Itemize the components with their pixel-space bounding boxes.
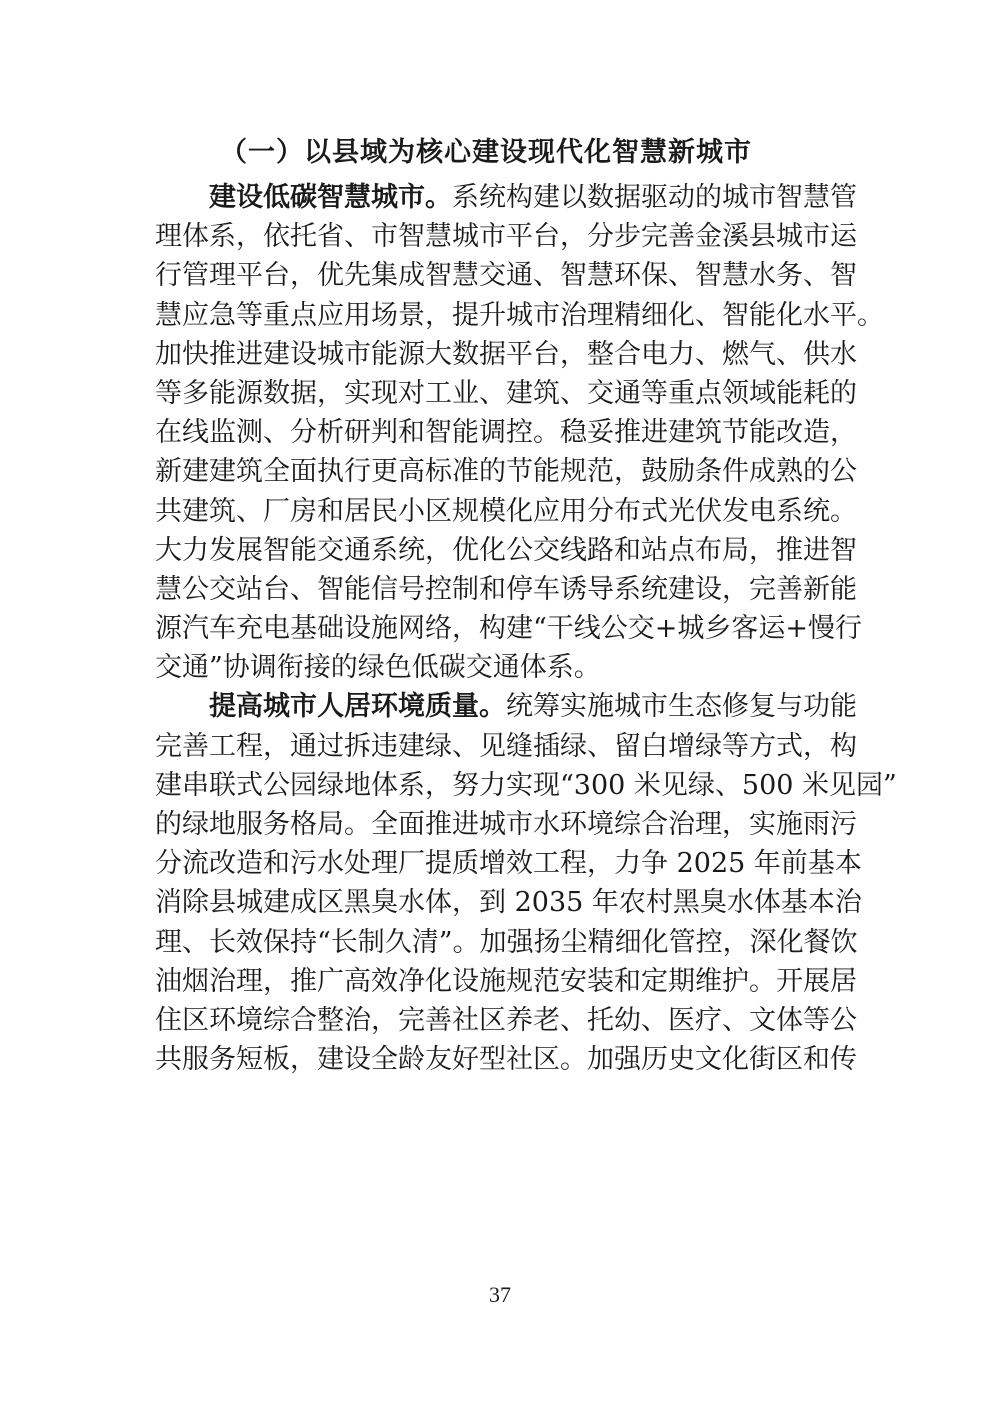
text-line: 共服务短板，建设全龄友好型社区。加强历史文化街区和传 [155, 1044, 857, 1076]
text-line: 消除县城建成区黑臭水体，到 2035 年农村黑臭水体基本治 [155, 887, 862, 919]
text-line: 的绿地服务格局。全面推进城市水环境综合治理，实施雨污 [155, 809, 857, 840]
text-line: 住区环境综合整治，完善社区养老、托幼、医疗、文体等公 [155, 1004, 857, 1036]
text-line: 大力发展智能交通系统，优化公交线路和站点布局，推进智 [155, 534, 857, 566]
text-line-content: 系统构建以数据驱动的城市智慧管 [452, 182, 857, 213]
paragraph-living-environment [155, 687, 897, 1079]
text-line: 建串联式公园绿地体系，努力实现“300 米见绿、500 米见园” [155, 769, 897, 801]
text-line-content: 统筹实施城市生态修复与功能 [506, 691, 857, 723]
paragraph-lead: 提高城市人居环境质量。 [209, 691, 506, 723]
text-line: 完善工程，通过拆违建绿、见缝插绿、留白增绿等方式，构 [155, 730, 857, 762]
text-line [155, 178, 855, 217]
text-line: 分流改造和污水处理厂提质增效工程，力争 2025 年前基本 [155, 848, 862, 880]
text-line: 理、长效保持“长制久清”。加强扬尘精细化管控，深化餐饮 [155, 926, 858, 958]
text-line: 慧应急等重点应用场景，提升城市治理精细化、智能化水平。 [155, 299, 884, 331]
text-line: 在线监测、分析研判和智能调控。稳妥推进建筑节能改造， [155, 417, 857, 449]
text-line: 交通”协调衔接的绿色低碳交通体系。 [155, 652, 601, 684]
text-line: 加快推进建设城市能源大数据平台，整合电力、燃气、供水 [155, 338, 857, 370]
text-line: 油烟治理，推广高效净化设施规范安装和定期维护。开展居 [155, 965, 857, 997]
page-number: 37 [489, 1282, 511, 1307]
text-line: 理体系，依托省、市智慧城市平台，分步完善金溪县城市运 [155, 221, 857, 253]
text-line: 共建筑、厂房和居民小区规模化应用分布式光伏发电系统。 [155, 495, 857, 527]
text-line: 行管理平台，优先集成智慧交通、智慧环保、智慧水务、智 [155, 260, 857, 292]
section-heading: （一）以县域为核心建设现代化智慧新城市 [220, 137, 752, 168]
text-line: 源汽车充电基础设施网络，构建“干线公交+城乡客运+慢行 [155, 613, 863, 645]
text-line [155, 687, 855, 726]
text-line: 慧公交站台、智能信号控制和停车诱导系统建设，完善新能 [155, 573, 857, 605]
body-text [155, 178, 897, 1079]
paragraph-lead: 建设低碳智慧城市。 [209, 182, 452, 213]
text-line: 等多能源数据，实现对工业、建筑、交通等重点领域能耗的 [155, 377, 857, 409]
text-line: 新建建筑全面执行更高标准的节能规范，鼓励条件成熟的公 [155, 456, 857, 488]
paragraph-low-carbon-smart-city [155, 178, 884, 687]
